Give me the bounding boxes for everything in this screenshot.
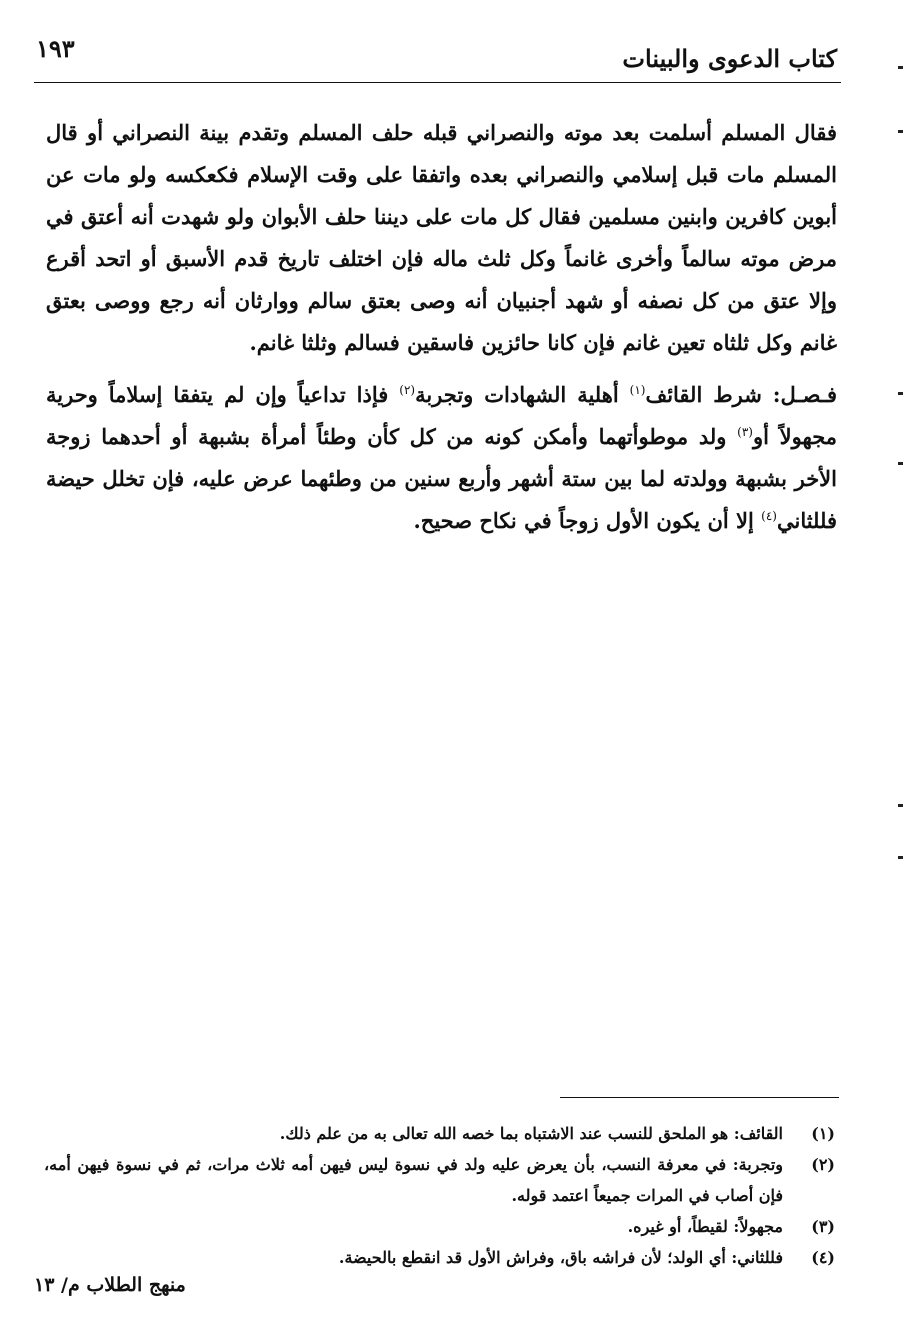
footnote-text: القائف: هو الملحق للنسب عند الاشتباه بما خصه الله تعالى به من علم ذلك. — [279, 1124, 783, 1143]
main-text — [46, 112, 837, 542]
paragraph-2-part-c: فإذا تداعياً وإن لم يتفقا إسلاماً وحرية مجهولاً أو — [46, 382, 837, 449]
footnote-ref-4[interactable]: (٤) — [761, 509, 777, 523]
footnote-item — [44, 1211, 835, 1242]
footnote-number: (٤) — [811, 1248, 835, 1267]
footnote-number: (١) — [811, 1124, 835, 1143]
paragraph-2-part-b: أهلية الشهادات وتجربة — [415, 382, 619, 407]
footnote-number: (٢) — [811, 1155, 835, 1174]
footnote-item — [44, 1149, 835, 1211]
paragraph-2-part-d: ولد موطوأتهما وأمكن كونه من كل كأن وطئاً أمرأة بشبهة أو أحدهما زوجة الأخر بشبهة وولدته لما بين ستة أشهر وأربع سنين من وطئهما عرض عليه، فإن تخلل حيضة فللثاني — [46, 424, 837, 533]
footnote-item — [44, 1242, 835, 1273]
section-lead: فـصـل: — [772, 382, 838, 407]
margin-mark — [898, 804, 903, 807]
footnote-ref-2[interactable]: (٢) — [399, 383, 416, 397]
paragraph-1: فقال المسلم أسلمت بعد موته والنصراني قبله حلف المسلم وتقدم بينة النصراني أو قال المسلم مات قبل إسلامي والنصراني بعده واتفقا على وقت الإسلام فكعكسه ولو مات عن أبوين كافرين وابنين مسلمين فقال كل مات على ديننا حلف الأبوان ولو شهدت أنه أعتق في مرض موته سالماً وأخرى غانماً وكل ثلث ماله فإن اختلف تاريخ قدم الأسبق أو اتحد أقرع وإلا عتق من كل نصفه أو شهد أجنبيان أنه وصى بعتق سالم ووارثان أنه رجع ووصى بعتق غانم وكل ثلثاه تعين غانم فإن كانا حائزين فاسقين فسالم وثلثا غانم. — [46, 120, 837, 355]
paragraph-2-part-a: شرط القائف — [645, 382, 762, 407]
footnote-number: (٣) — [811, 1217, 835, 1236]
page-number: ١٩٣ — [36, 34, 75, 63]
header-divider — [34, 82, 841, 83]
signature-mark: منهج الطلاب م/ ١٣ — [34, 1274, 186, 1296]
margin-mark — [898, 856, 903, 859]
footnote-text: فللثاني: أي الولد؛ لأن فراشه باق، وفراش الأول قد انقطع بالحيضة. — [338, 1248, 783, 1267]
paragraph-2-part-e: إلا أن يكون الأول زوجاً في نكاح صحيح. — [413, 508, 754, 533]
footnote-item — [44, 1118, 835, 1149]
footnotes — [44, 1118, 835, 1273]
margin-mark — [898, 66, 903, 69]
footnote-ref-1[interactable]: (١) — [629, 383, 646, 397]
margin-mark — [898, 392, 903, 395]
footnote-text: وتجربة: في معرفة النسب، بأن يعرض عليه ولد في نسوة ليس فيهن أمه ثلاث مرات، ثم في نسوة فيهن أمه، فإن أصاب في المرات جميعاً اعتمد قوله. — [44, 1155, 784, 1205]
margin-mark — [898, 462, 903, 465]
paragraph-2 — [46, 374, 837, 542]
footnote-text: مجهولاً: لقيطاً، أو غيره. — [627, 1217, 783, 1236]
running-title: كتاب الدعوى والبينات — [622, 44, 837, 73]
footnote-ref-3[interactable]: (٣) — [737, 425, 753, 439]
footnote-divider — [560, 1097, 839, 1098]
margin-mark — [898, 130, 903, 133]
